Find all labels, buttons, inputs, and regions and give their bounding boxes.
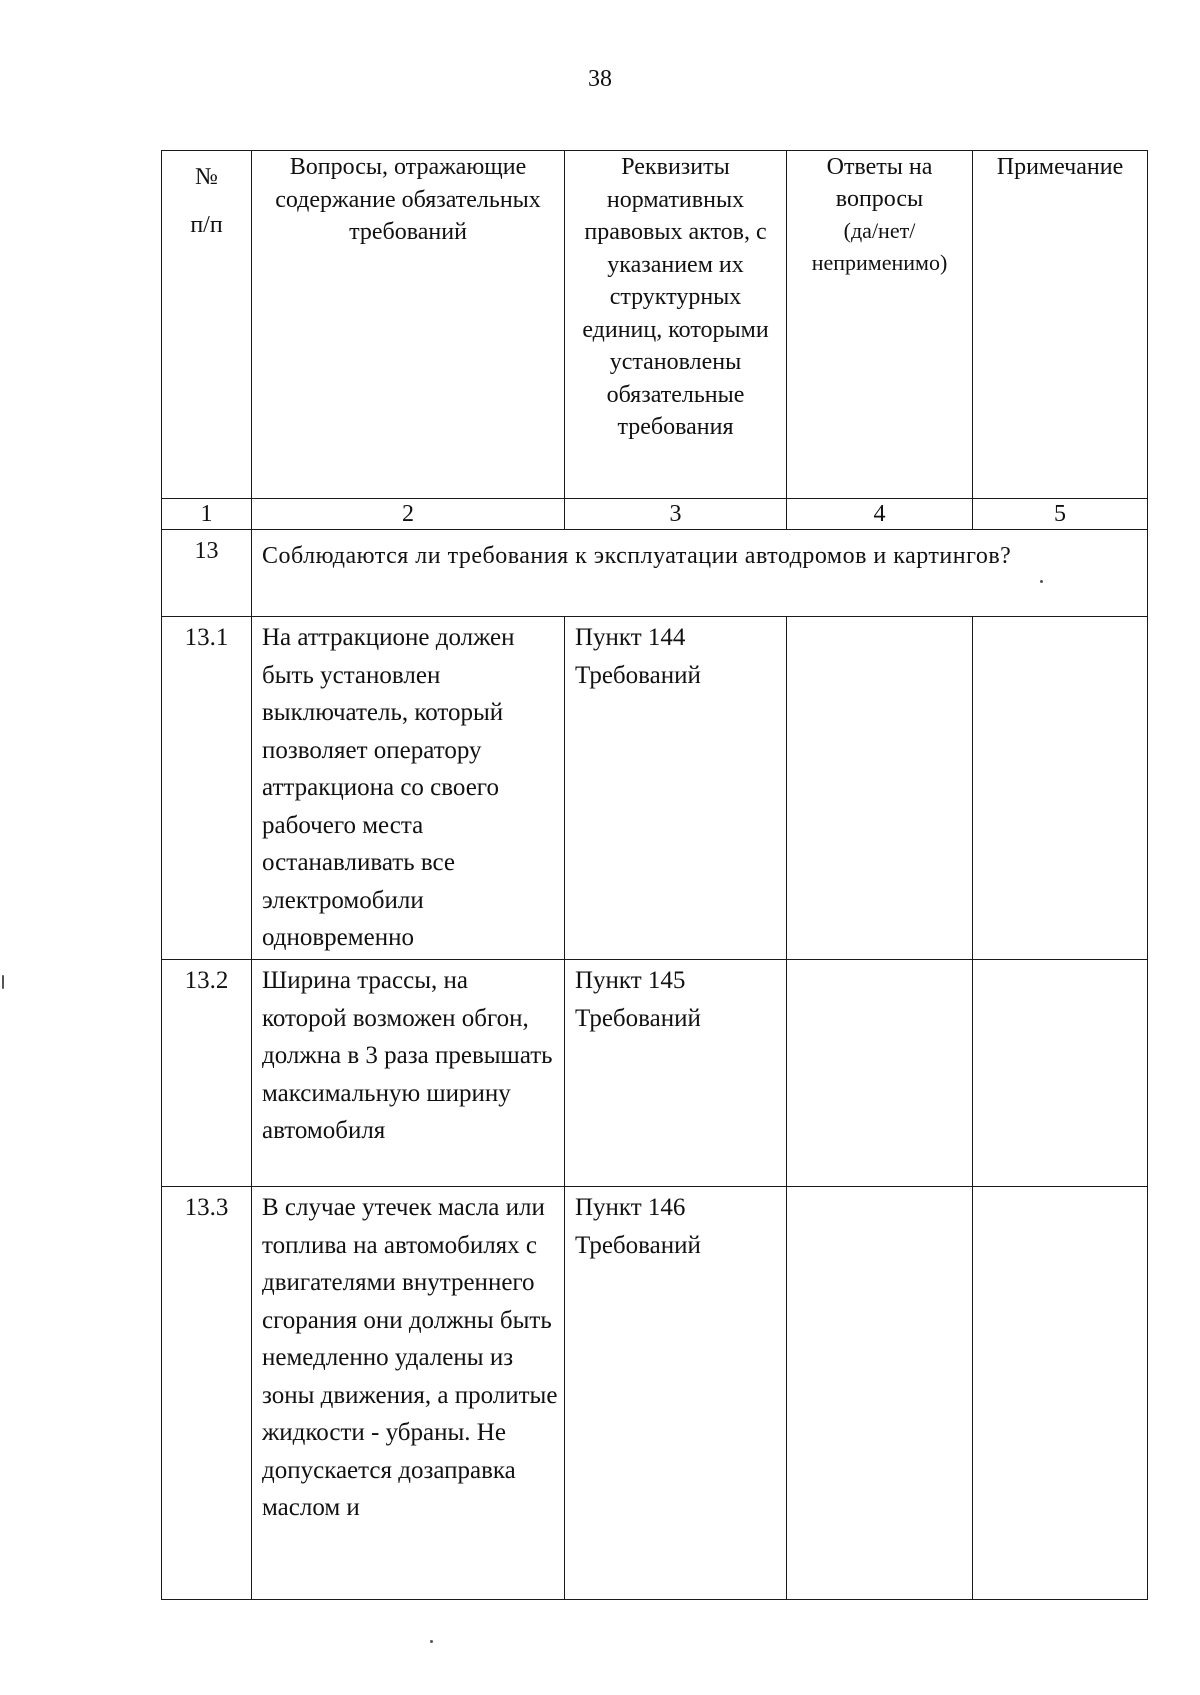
row-reference: Пункт 145 Требований — [565, 960, 787, 1187]
column-number: 5 — [973, 499, 1148, 530]
column-number: 2 — [252, 499, 565, 530]
header-row — [162, 151, 1148, 499]
scan-speck — [430, 1640, 433, 1643]
checklist-table — [161, 150, 1148, 1600]
row-number: 13.2 — [162, 960, 252, 1187]
section-title: Соблюдаются ли требования к эксплуатации автодромов и картингов? — [252, 530, 1148, 617]
header-number — [162, 151, 252, 499]
header-answers-main: Ответы на вопросы — [826, 154, 933, 212]
row-number: 13.1 — [162, 617, 252, 960]
header-requisites: Реквизиты нормативных правовых актов, с указанием их структурных единиц, которыми установлены обязательные требования — [565, 151, 787, 499]
row-answer — [787, 1187, 973, 1600]
header-number-sign: № — [195, 164, 218, 190]
header-questions: Вопросы, отражающие содержание обязательных требований — [252, 151, 565, 499]
row-note — [973, 1187, 1148, 1600]
column-number: 3 — [565, 499, 787, 530]
table-row — [162, 617, 1148, 960]
row-question: Ширина трассы, на которой возможен обгон, должна в 3 раза превышать максимальную ширину автомобиля — [252, 960, 565, 1187]
column-number: 4 — [787, 499, 973, 530]
section-row — [162, 530, 1148, 617]
row-note — [973, 960, 1148, 1187]
row-question: На аттракционе должен быть установлен выключатель, который позволяет оператору аттракциона со своего рабочего места останавливать все электромобили одновременно — [252, 617, 565, 960]
scan-speck — [1040, 580, 1043, 583]
row-number: 13.3 — [162, 1187, 252, 1600]
column-numbers-row — [162, 499, 1148, 530]
page-number: 38 — [588, 66, 612, 92]
row-answer — [787, 617, 973, 960]
row-answer — [787, 960, 973, 1187]
section-number: 13 — [162, 530, 252, 617]
table-row — [162, 960, 1148, 1187]
header-note: Примечание — [973, 151, 1148, 499]
scan-speck — [2, 975, 4, 989]
row-reference: Пункт 144 Требований — [565, 617, 787, 960]
column-number: 1 — [162, 499, 252, 530]
row-reference: Пункт 146 Требований — [565, 1187, 787, 1600]
header-number-abbr: п/п — [190, 212, 223, 238]
header-answers — [787, 151, 973, 499]
header-answers-options: (да/нет/ неприменимо) — [811, 218, 948, 275]
row-question: В случае утечек масла или топлива на автомобилях с двигателями внутреннего сгорания они должны быть немедленно удалены из зоны движения, а пролитые жидкости - убраны. Не допускается дозаправка маслом и — [252, 1187, 565, 1600]
table-row — [162, 1187, 1148, 1600]
row-note — [973, 617, 1148, 960]
